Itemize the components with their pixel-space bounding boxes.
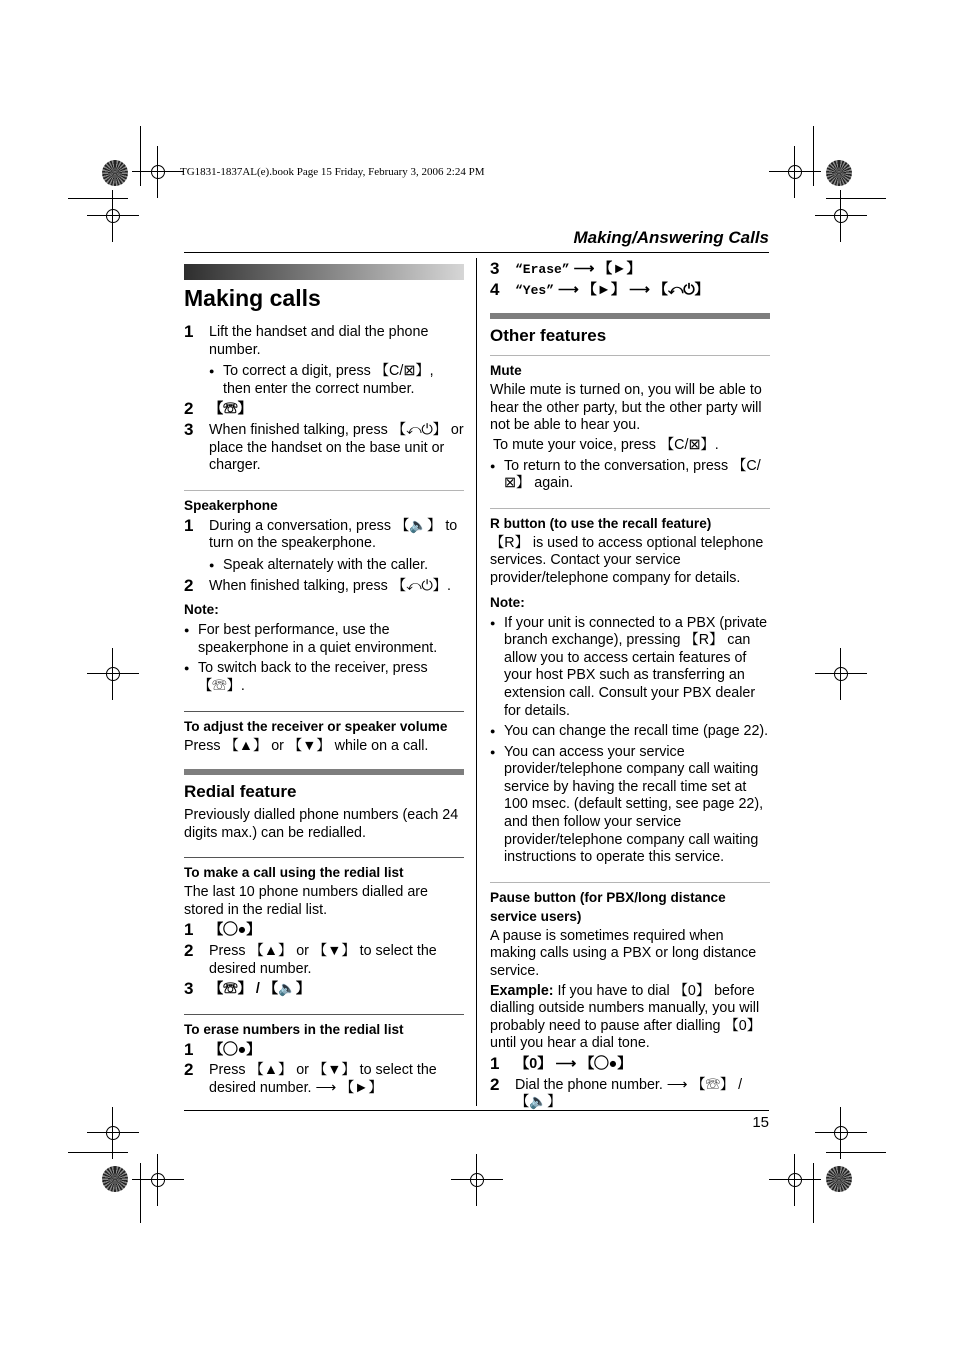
step-item [490, 1056, 770, 1074]
step-number: 2 [184, 941, 194, 961]
note-item: ● You can access your service provider/telephone company call waiting service by having the recall time set at 100 msec. (default setting, see page 22), and then follow your service provider/telephone company call waiting instructions to operate this service. [490, 744, 770, 867]
print-header: TG1831-1837AL(e).book Page 15 Friday, February 3, 2006 2:24 PM [180, 166, 485, 178]
section-bar [184, 264, 464, 280]
paragraph: Press 【▲】 or 【▼】 while on a call. [184, 737, 429, 754]
divider [184, 490, 464, 491]
crosshair-mark [783, 160, 807, 184]
subsection-heading: R button (to use the recall feature) [490, 515, 712, 531]
step-item [490, 279, 770, 300]
subsection-heading: Pause button (for PBX/long distance service users) [490, 889, 726, 924]
crosshair-mark [783, 1168, 807, 1192]
step-number: 2 [184, 575, 194, 595]
left-column [184, 264, 464, 1101]
display-text: “Yes” [515, 282, 555, 298]
step-item [184, 922, 464, 940]
step-text: 【0】 ⟶ 【◯●】 [515, 1056, 632, 1072]
divider [184, 711, 464, 712]
registration-disc [826, 1166, 852, 1192]
trim-line [68, 1152, 128, 1153]
step-text: Press 【▲】 or 【▼】 to select the desired number. ⟶ 【►】 [209, 1062, 437, 1097]
step-item [184, 981, 464, 999]
crosshair-mark [829, 662, 853, 686]
step-number: 2 [184, 1060, 194, 1080]
trim-line [813, 1163, 814, 1223]
example-label: Example: [490, 982, 554, 999]
subsection-heading: To make a call using the redial list [184, 865, 404, 881]
note-label: Note: [184, 602, 219, 618]
step-number: 4 [490, 279, 500, 299]
trim-line [68, 198, 128, 199]
registration-disc [102, 1166, 128, 1192]
section-title: Redial feature [184, 782, 297, 802]
step-text: Dial the phone number. ⟶ 【☏】 / 【🔈】 [515, 1076, 743, 1111]
step-number: 1 [184, 322, 194, 341]
step-item [184, 401, 464, 419]
step-text: When finished talking, press 【⤺⏻】. [209, 577, 451, 594]
step-text: Lift the handset and dial the phone number. [209, 324, 429, 358]
divider [184, 1014, 464, 1015]
crosshair-mark [829, 1121, 853, 1145]
paragraph: The last 10 phone numbers dialled are stored in the redial list. [184, 884, 428, 918]
note-item: ● If your unit is connected to a PBX (private branch exchange), pressing 【R】 can allow you to access certain features of your host PBX such as transferring an extension call. Consult your PBX dealer for details. [490, 615, 770, 721]
crosshair-mark [146, 160, 170, 184]
crosshair-mark [829, 204, 853, 228]
paragraph: Previously dialled phone numbers (each 24 digits max.) can be redialled. [184, 807, 459, 841]
step-number: 1 [184, 515, 194, 535]
registration-disc [826, 160, 852, 186]
step-number: 1 [490, 1054, 500, 1073]
step-item [184, 419, 464, 475]
divider [490, 882, 770, 883]
registration-disc [102, 160, 128, 186]
paragraph: 【R】 is used to access optional telephone services. Contact your service provider/telephone company for details. [490, 534, 764, 586]
divider [184, 857, 464, 858]
step-text: When finished talking, press 【⤺⏻】 or place the handset on the base unit or charger. [209, 421, 464, 474]
section-title: Other features [490, 326, 607, 346]
step-item [184, 943, 464, 978]
step-number: 1 [184, 1039, 194, 1059]
redial-key: 【◯●】 [209, 922, 261, 939]
trim-line [140, 126, 141, 186]
display-text: “Erase” [515, 262, 570, 277]
section-bar [184, 769, 464, 775]
step-text: During a conversation, press 【🔈】 to turn on the speakerphone. [209, 517, 458, 552]
subsection-heading: To erase numbers in the redial list [184, 1021, 404, 1037]
crosshair-mark [101, 1121, 125, 1145]
example-text: If you have to dial 【0】 before dialling outside numbers manually, you will probably need to pause after dialling 【0】 until you hear a dial tone. [490, 982, 762, 1052]
paragraph: While mute is turned on, you will be able to hear the other party, but the other party will not be able to hear you. [490, 382, 762, 434]
step-text: Press 【▲】 or 【▼】 to select the desired number. [209, 943, 437, 977]
step-item [184, 1062, 464, 1097]
step-text: ⟶ 【►】 ⟶ 【⤺⏻】 [554, 281, 709, 298]
subsection-heading: Speakerphone [184, 497, 278, 513]
paragraph: To mute your voice, press 【C/⊠】. [493, 436, 719, 453]
step-number: 2 [490, 1074, 500, 1094]
step-number: 3 [184, 979, 194, 999]
step-number: 2 [184, 399, 194, 419]
step-text: ⟶ 【►】 [569, 261, 641, 277]
step-item [184, 324, 464, 398]
bullet-item: ● To return to the conversation, press 【C/⊠】 again. [490, 458, 770, 493]
subsection-heading: To adjust the receiver or speaker volume [184, 718, 448, 734]
note-item: ● For best performance, use the speakerphone in a quiet environment. [184, 622, 464, 657]
bullet-item: ● To correct a digit, press 【C/⊠】, then enter the correct number. [209, 363, 464, 398]
crosshair-mark [101, 204, 125, 228]
column-divider [476, 258, 477, 1106]
step-item [184, 575, 464, 596]
note-item: ● You can change the recall time (page 22). [490, 723, 770, 741]
right-column [490, 258, 770, 1115]
note-label: Note: [490, 594, 525, 610]
bullet-item: ● Speak alternately with the caller. [209, 557, 464, 575]
trim-line [826, 198, 886, 199]
trim-line [140, 1163, 141, 1223]
trim-line [813, 126, 814, 186]
step-number: 3 [184, 419, 194, 439]
trim-line [826, 1152, 886, 1153]
paragraph: A pause is sometimes required when making calls using a PBX or long distance service. [490, 927, 757, 980]
talk-key: 【☏】 [209, 401, 252, 418]
crosshair-mark [146, 1168, 170, 1192]
divider [490, 355, 770, 356]
step-number: 3 [490, 259, 500, 278]
header-rule [184, 252, 769, 253]
page-number: 15 [752, 1114, 769, 1131]
step-number: 1 [184, 920, 194, 940]
chapter-title: Making/Answering Calls [573, 228, 769, 247]
crosshair-mark [101, 662, 125, 686]
redial-key: 【◯●】 [209, 1041, 261, 1058]
step-item [490, 1074, 770, 1112]
step-item [490, 261, 770, 279]
crosshair-mark [465, 1168, 489, 1192]
section-bar [490, 313, 770, 319]
paragraph [490, 983, 770, 1053]
subsection-heading: Mute [490, 363, 522, 379]
section-title: Making calls [184, 285, 321, 311]
step-item [184, 515, 464, 575]
step-item [184, 1039, 464, 1060]
note-item: ● To switch back to the receiver, press 【☏】. [184, 660, 464, 695]
divider [490, 508, 770, 509]
talk-key: 【☏】 / 【🔈】 [209, 981, 311, 998]
